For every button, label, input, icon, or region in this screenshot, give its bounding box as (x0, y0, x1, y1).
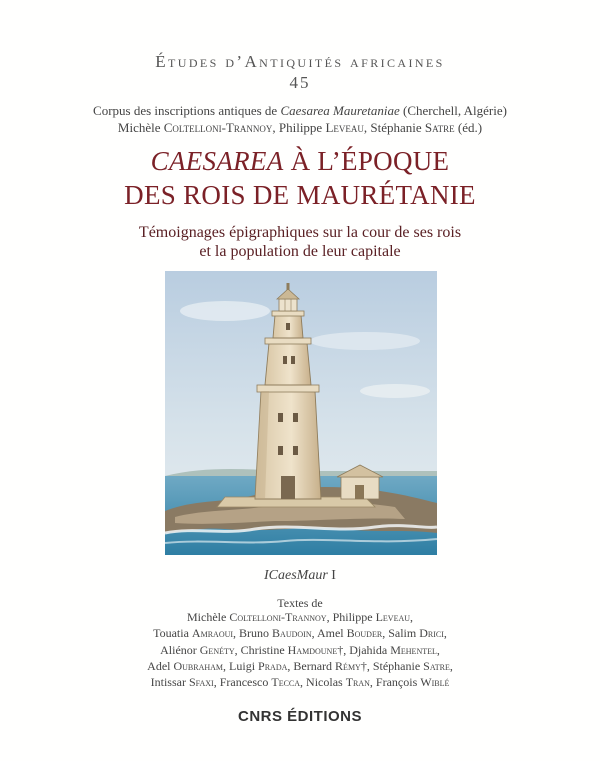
contributors-line-4 (0, 659, 600, 674)
editor-last: Leveau (325, 120, 364, 135)
contributor-first: Michèle (186, 610, 230, 624)
contributor-first: Intissar (150, 675, 189, 689)
contributor-sep: , (449, 659, 453, 673)
contributor-sep: †, (360, 659, 373, 673)
publisher-logo: CNRS ÉDITIONS (237, 708, 362, 725)
contributor-sep: , (300, 675, 307, 689)
contributor-last: Leveau (375, 610, 411, 624)
contributor-first: François (375, 675, 421, 689)
editor-sep: , (363, 120, 371, 135)
contributor-first: Christine (240, 643, 288, 657)
contributor-sep: , (326, 610, 333, 624)
contributor-last: Rémy (335, 659, 361, 673)
contributor-first: Salim (388, 626, 420, 640)
title-italic: CAESAREA (150, 146, 284, 176)
contributor-last: Prada (258, 659, 288, 673)
contributor-sep: , (234, 643, 241, 657)
contributor-last: Wiblé (420, 675, 450, 689)
contributors-line-2 (0, 626, 600, 641)
contributor-sep: , (213, 675, 220, 689)
corpus-place: Caesarea Mauretaniae (280, 103, 400, 118)
collection-code (0, 568, 600, 584)
contributor-sep: , (443, 626, 447, 640)
corpus-prefix: Corpus des inscriptions antiques de (93, 103, 281, 118)
lighthouse-illustration (165, 271, 437, 555)
contributors-line-3 (0, 643, 600, 658)
contributor-last: Tecca (271, 675, 301, 689)
contributor-first: Adel (147, 659, 174, 673)
contributor-last: Sfaxi (188, 675, 214, 689)
contributor-first: Philippe (332, 610, 376, 624)
contributor-sep: , (223, 659, 230, 673)
contributors-line-1 (0, 610, 600, 625)
contributor-first: Djahida (349, 643, 391, 657)
contributor-sep: , (369, 675, 376, 689)
contributor-last: Genéty (199, 643, 235, 657)
subtitle-line-1: Témoignages épigraphiques sur la cour de ses rois (138, 224, 462, 241)
contributor-last: Oubraham (173, 659, 224, 673)
book-title-line-1 (0, 146, 600, 177)
contributor-last: Bouder (346, 626, 383, 640)
contributor-last: Tran (345, 675, 370, 689)
contributor-first: Bernard (293, 659, 336, 673)
contributor-last: Mehentel (390, 643, 437, 657)
editor-sep: , (272, 120, 279, 135)
collection-code-italic: ICaesMaur (264, 568, 328, 583)
editor-sep: (éd.) (454, 120, 483, 135)
series-title: Études d’Antiquités africaines (155, 52, 445, 71)
contributor-first: Amel (316, 626, 347, 640)
subtitle-line-2: et la population de leur capitale (199, 243, 401, 260)
contributor-sep: †, (337, 643, 350, 657)
contributor-sep: , (287, 659, 294, 673)
lighthouse-drawing (165, 271, 437, 555)
contributor-first: Bruno (239, 626, 273, 640)
contributor-last: Coltelloni-Trannoy (229, 610, 327, 624)
contributor-sep: , (410, 610, 414, 624)
contributor-first: Stéphanie (372, 659, 424, 673)
contributors-line-5 (0, 675, 600, 690)
book-title-line-2: DES ROIS DE MAURÉTANIE (124, 180, 476, 210)
contributor-first: Nicolas (306, 675, 346, 689)
contributor-first: Aliénor (160, 643, 200, 657)
editor-first: Philippe (278, 120, 326, 135)
editor-first: Michèle (117, 120, 164, 135)
contributor-first: Francesco (219, 675, 272, 689)
contributor-sep: , (311, 626, 317, 640)
contributor-sep: , (382, 626, 389, 640)
contributor-sep: , (436, 643, 440, 657)
collection-code-number: I (327, 568, 336, 583)
corpus-line (0, 103, 600, 119)
texts-heading: Textes de (277, 596, 323, 610)
contributor-sep: , (233, 626, 240, 640)
contributor-last: Satre (423, 659, 450, 673)
editor-last: Satre (424, 120, 455, 135)
contributor-first: Touatia (153, 626, 192, 640)
corpus-suffix: (Cherchell, Algérie) (399, 103, 507, 118)
editors-line (0, 120, 600, 136)
editor-last: Coltelloni-Trannoy (163, 120, 273, 135)
contributor-last: Hamdoune (287, 643, 338, 657)
contributor-last: Baudoin (272, 626, 312, 640)
contributor-last: Amraoui (191, 626, 234, 640)
contributor-last: Drici (419, 626, 444, 640)
title-rest: À L’ÉPOQUE (283, 146, 450, 176)
editor-first: Stéphanie (370, 120, 425, 135)
volume-number: 45 (289, 73, 311, 92)
contributor-first: Luigi (229, 659, 259, 673)
